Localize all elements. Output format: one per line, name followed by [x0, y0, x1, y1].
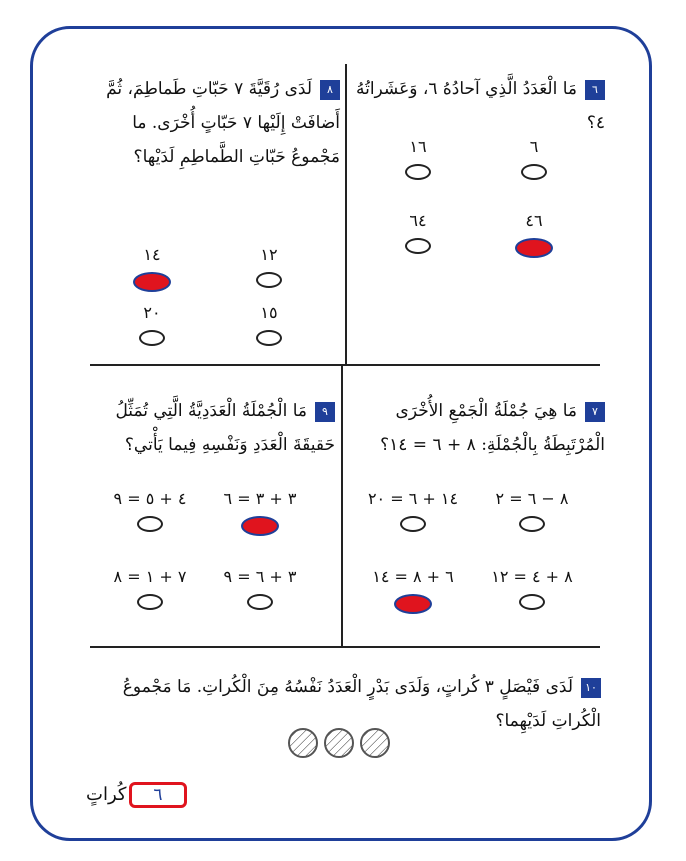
q9-option-3[interactable]	[210, 566, 310, 610]
answer-bubble[interactable]	[137, 516, 163, 532]
question-8	[90, 72, 340, 174]
option-label: ٦ + ٨ = ١٤	[372, 567, 454, 586]
q6-option-1[interactable]	[484, 136, 584, 180]
answer-bubble[interactable]	[519, 516, 545, 532]
option-label: ٦٤	[409, 211, 427, 230]
q6-option-2[interactable]	[368, 136, 468, 180]
balls-illustration	[288, 728, 390, 758]
question-number-badge: ٧	[585, 402, 605, 422]
option-label: ١٦	[409, 137, 427, 156]
q8-option-1[interactable]	[219, 244, 319, 288]
answer-bubble[interactable]	[247, 594, 273, 610]
option-label: ٨ − ٦ = ٢	[495, 489, 569, 508]
option-label: ٣ + ٣ = ٦	[223, 489, 297, 508]
option-label: ٤٦	[525, 211, 543, 230]
answer-unit: كُراتٍ	[86, 784, 127, 805]
answer-bubble[interactable]	[405, 164, 431, 180]
q7-option-4[interactable]	[363, 566, 463, 614]
question-9	[90, 394, 335, 462]
question-text: مَا هِيَ جُمْلَةُ الْجَمْعِ الأُخْرَى الْمُرْتَبِطَةُ بِالْجُمْلَةِ: ٨ + ٦ = ١٤؟	[380, 401, 605, 455]
option-label: ٨ + ٤ = ١٢	[491, 567, 573, 586]
question-number-badge: ٨	[320, 80, 340, 100]
answer-bubble[interactable]	[256, 272, 282, 288]
question-number-badge: ٩	[315, 402, 335, 422]
q8-option-3[interactable]	[219, 302, 319, 346]
answer-bubble-selected[interactable]	[241, 516, 279, 536]
question-number-badge: ١٠	[581, 678, 601, 698]
q9-option-4[interactable]	[100, 566, 200, 610]
q6-option-4[interactable]	[368, 210, 468, 254]
question-number-badge: ٦	[585, 80, 605, 100]
option-label: ٧ + ١ = ٨	[113, 567, 187, 586]
option-label: ١٥	[260, 303, 278, 322]
q8-option-4[interactable]	[102, 302, 202, 346]
answer-bubble[interactable]	[521, 164, 547, 180]
ball-icon	[360, 728, 390, 758]
option-label: ٢٠	[143, 303, 161, 322]
answer-box[interactable]: ٦	[129, 782, 187, 808]
answer-bubble[interactable]	[139, 330, 165, 346]
option-label: ١٤ + ٦ = ٢٠	[367, 489, 459, 508]
q8-option-2[interactable]	[102, 244, 202, 292]
divider-horizontal-2	[90, 646, 600, 648]
answer-bubble[interactable]	[405, 238, 431, 254]
question-text: مَا الْعَدَدُ الَّذِي آحادُهُ ٦، وَعَشَراتُهُ ٤؟	[355, 79, 605, 133]
option-label: ١٢	[260, 245, 278, 264]
answer-bubble-selected[interactable]	[133, 272, 171, 292]
divider-vertical-top	[345, 64, 347, 364]
divider-vertical-middle	[341, 366, 343, 646]
ball-icon	[324, 728, 354, 758]
q9-option-1[interactable]	[210, 488, 310, 536]
q6-option-3[interactable]	[484, 210, 584, 258]
answer-bubble[interactable]	[519, 594, 545, 610]
answer-bubble[interactable]	[256, 330, 282, 346]
q7-option-1[interactable]	[482, 488, 582, 532]
option-label: ١٤	[143, 245, 161, 264]
divider-horizontal-1	[90, 364, 600, 366]
ball-icon	[288, 728, 318, 758]
question-6	[355, 72, 605, 140]
q7-option-2[interactable]	[363, 488, 463, 532]
q7-option-3[interactable]	[482, 566, 582, 610]
answer-bubble-selected[interactable]	[394, 594, 432, 614]
answer-bubble-selected[interactable]	[515, 238, 553, 258]
question-text: لَدَى رُقَيَّةَ ٧ حَبّاتِ طَماطِمَ، ثُمَّ أَضافَتْ إِلَيْها ٧ حَبّاتٍ أُخْرَى. ما مَجْموعُ حَبّاتِ الطَّماطِمِ لَدَيْها؟	[106, 79, 340, 167]
answer-bubble[interactable]	[400, 516, 426, 532]
question-text: مَا الْجُمْلَةُ الْعَدَدِيَّةُ الَّتِي تُمَثِّلُ حَقيقَةَ الْعَدَدِ وَنَفْسِهِ فِيما يَأْتي؟	[115, 401, 335, 455]
question-text: لَدَى فَيْصَلٍ ٣ كُراتٍ، وَلَدَى بَدْرٍ الْعَدَدُ نَفْسُهُ مِنَ الْكُراتِ. مَا مَجْموعُ الْكُراتِ لَدَيْهِما؟	[122, 677, 601, 731]
option-label: ٤ + ٥ = ٩	[113, 489, 187, 508]
q9-option-2[interactable]	[100, 488, 200, 532]
option-label: ٦	[529, 137, 539, 156]
question-7	[355, 394, 605, 462]
option-label: ٣ + ٦ = ٩	[223, 567, 297, 586]
answer-bubble[interactable]	[137, 594, 163, 610]
